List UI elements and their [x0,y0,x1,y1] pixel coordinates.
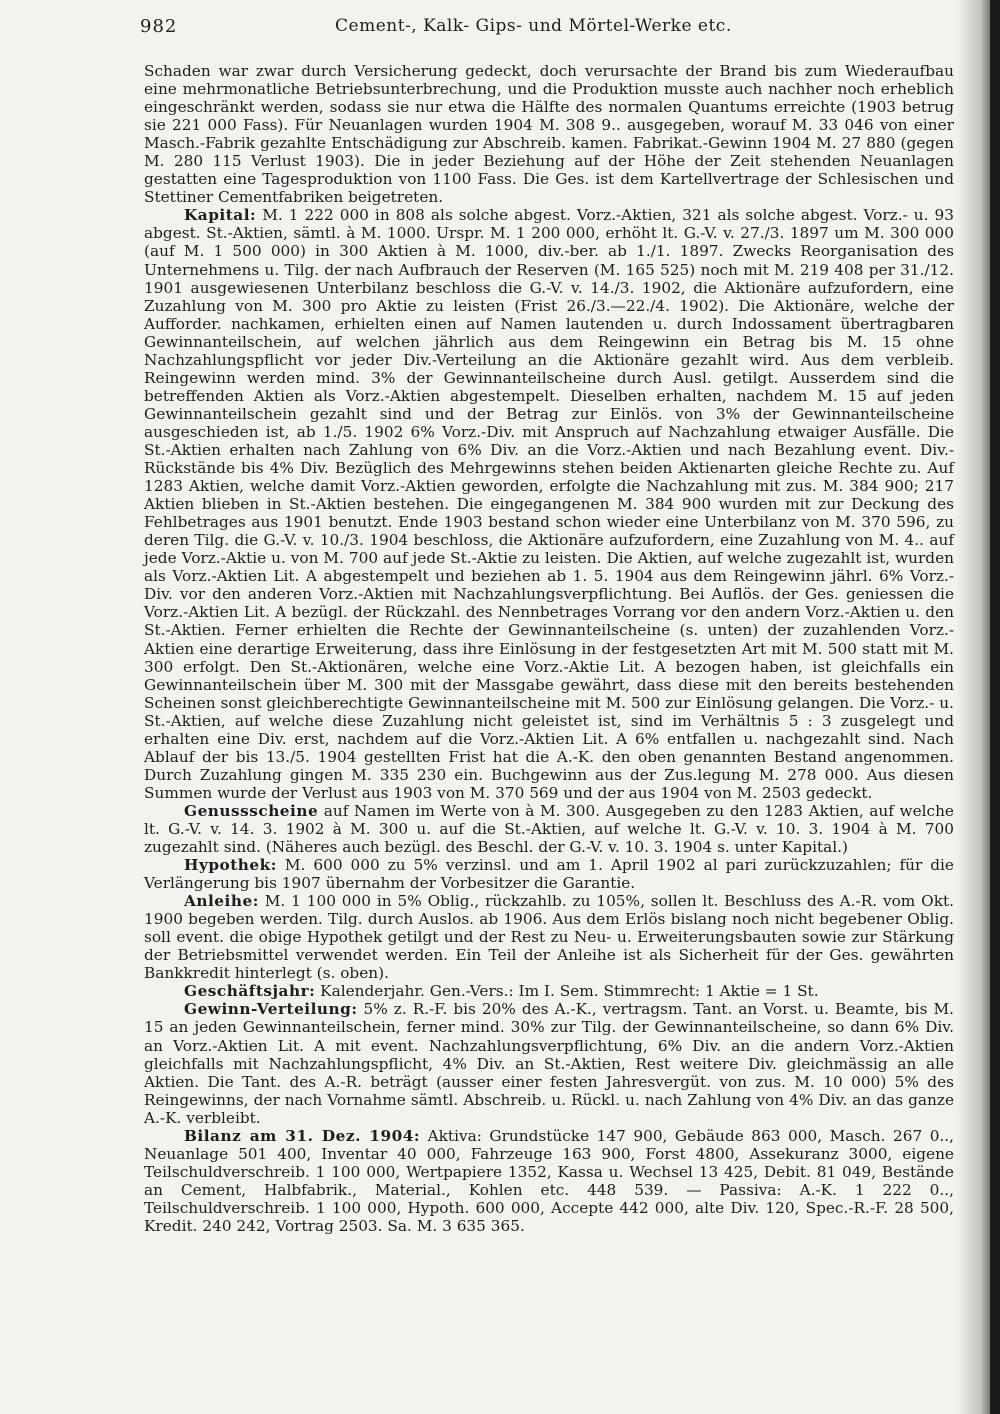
section-heading-genussscheine: Genussscheine [184,801,319,820]
paragraph-text: Aktiva: Grundstücke 147 900, Gebäude 863 000, Masch. 267 0.., Neuanlage 501 400, Inventar 40 000, Fahrzeuge 163 900, Forst 4800, Assekuranz 3000, eigene Teilschuldverschreib. 1 100 000, Wertpapiere 1352, Kassa u. Wechsel 13 425, Debit. 81 049, Bestände an Cement, Halbfabrik., Material., Kohlen etc. 448 539. — Passiva: A.-K. 1 222 0.., Teilschuldverschreib. 1 100 000, Hypoth. 600 000, Accepte 442 000, alte Div. 120, Spec.-R.-F. 28 500, Kredit. 240 242, Vortrag 2503. Sa. M. 3 635 365. [144,1126,955,1235]
paragraph-damage [144,62,954,206]
paragraph-text: M. 600 000 zu 5% verzinsl. und am 1. April 1902 al pari zurückzuzahlen; für die Verlängerung bis 1907 übernahm der Vorbesitzer die Garantie. [144,856,954,893]
page-header [140,16,930,38]
section-heading-kapital: Kapital: [184,206,257,225]
paragraph-text: Schaden war zwar durch Versicherung gedeckt, doch verursachte der Brand bis zum Wiederaufbau eine mehrmonatliche Betriebsunterbrechung, und die Produktion musste auch nachher noch erheblich eingeschränkt werden, sodass sie nur etwa die Hälfte des normalen Quantums erreichte (1903 betrug sie 221 000 Fass). Für Neuanlagen wurden 1904 M. 308 9.. ausgegeben, worauf M. 33 046 von einer Masch.-Fabrik gezahlte Entschädigung zur Abschreib. kamen. Fabrikat.-Gewinn 1904 M. 27 880 (gegen M. 280 115 Verlust 1903). Die in jeder Beziehung auf der Höhe der Zeit stehenden Neuanlagen gestatten eine Tagesproduktion von 1100 Fass. Die Ges. ist dem Kartellvertrage der Schlesischen und Stettiner Cementfabriken beigetreten. [144,62,954,207]
section-heading-anleihe: Anleihe: [184,892,259,911]
section-heading-hypothek: Hypothek: [184,856,277,875]
section-heading-bilanz: Bilanz am 31. Dez. 1904: [184,1126,421,1145]
page-edge-binding [990,0,1000,1414]
paragraph-bilanz [144,1127,954,1235]
page-body [144,62,954,1235]
paragraph-hypothek [144,856,954,892]
paragraph-gewinn-verteilung [144,1000,954,1126]
paragraph-text: 5% z. R.-F. bis 20% des A.-K., vertragsm. Tant. an Vorst. u. Beamte, bis M. 15 an jeden Gewinnanteilschein, ferner mind. 30% zur Tilg. der Gewinnanteilscheine, so dann 6% Div. an Vorz.-Aktien Lit. A mit event. Nachzahlungsverpflichtung, 6% Div. an die andern Vorz.-Aktien gleichfalls mit Nachzahlungspflicht, 4% Div. an St.-Aktien, Rest weitere Div. gleichmässig an alle Aktien. Die Tant. des A.-R. beträgt (ausser einer festen Jahresvergüt. von zus. M. 10 000) 5% des Reingewinns, der nach Vornahme sämtl. Abschreib. u. Rückl. u. nach Zahlung von 4% Div. an das ganze A.-K. verbleibt. [144,1000,954,1127]
paragraph-text: auf Namen im Werte von à M. 300. Ausgegeben zu den 1283 Aktien, auf welche lt. G.-V. v. 14. 3. 1902 à M. 300 u. auf die St.-Aktien, auf welche lt. G.-V. v. 10. 3. 1904 à M. 700 zugezahlt sind. (Näheres auch bezügl. des Beschl. der G.-V. v. 10. 3. 1904 s. unter Kapital.) [144,801,954,857]
paragraph-text: M. 1 100 000 in 5% Oblig., rückzahlb. zu 105%, sollen lt. Beschluss des A.-R. vom Okt. 1900 begeben werden. Tilg. durch Auslos. ab 1906. Aus dem Erlös bislang noch nicht begebener Oblig. soll event. die obige Hypothek getilgt und der Rest zu Neu- u. Erweiterungsbauten sowie zur Stärkung der Betriebsmittel verwendet werden. Ein Teil der Anleihe ist als Sicherheit für der Ges. gewährten Bankkredit hinterlegt (s. oben). [144,892,954,983]
paragraph-text: Kalenderjahr. Gen.-Vers.: Im I. Sem. Stimmrecht: 1 Aktie = 1 St. [320,982,819,1001]
page-number: 982 [140,16,178,37]
running-title: Cement-, Kalk- Gips- und Mörtel-Werke etc. [335,16,732,36]
section-heading-gewinn-verteilung: Gewinn-Verteilung: [184,1000,358,1019]
section-heading-geschaeftsjahr: Geschäftsjahr: [184,982,316,1001]
paragraph-geschaeftsjahr [144,982,954,1000]
paragraph-anleihe [144,892,954,982]
paragraph-genussscheine [144,802,954,856]
paragraph-kapital [144,206,954,802]
paragraph-text: M. 1 222 000 in 808 als solche abgest. Vorz.-Aktien, 321 als solche abgest. Vorz.- u. 93 abgest. St.-Aktien, sämtl. à M. 1000. Urspr. M. 1 200 000, erhöht lt. G.-V. v. 27./3. 1897 um M. 300 000 (auf M. 1 500 000) in 300 Aktien à M. 1000, div.-ber. ab 1./1. 1897. Zwecks Reorganisation des Unternehmens u. Tilg. der nach Aufbrauch der Reserven (M. 165 525) noch mit M. 219 408 per 31./12. 1901 ausgewiesenen Unterbilanz beschloss die G.-V. v. 14./3. 1902, die Aktionäre aufzufordern, eine Zuzahlung von M. 300 pro Aktie zu leisten (Frist 26./3.—22./4. 1902). Die Aktionäre, welche der Aufforder. nachkamen, erhielten einen auf Namen lautenden u. durch Indossament übertragbaren Gewinnanteilschein, auf welchen jährlich aus dem Reingewinn ein Betrag bis M. 15 ohne Nachzahlungspflicht vor jeder Div.-Verteilung an die Aktionäre gezahlt wird. Aus dem verbleib. Reingewinn werden mind. 3% der Gewinnanteilscheine durch Ausl. getilgt. Ausserdem sind die betreffenden Aktien als Vorz.-Aktien abgestempelt. Dieselben erhalten, nachdem M. 15 auf jeden Gewinnanteilschein gezahlt sind und der Betrag zur Einlös. von 3% der Gewinnanteilscheine ausgeschieden ist, ab 1./5. 1902 6% Vorz.-Div. mit Anspruch auf Nachzahlung etwaiger Ausfälle. Die St.-Aktien erhalten nach Zahlung von 6% Div. an die Vorz.-Aktien und nach Bezahlung event. Div.-Rückstände bis 4% Div. Bezüglich des Mehrgewinns stehen beiden Aktienarten gleiche Rechte zu. Auf 1283 Aktien, welche damit Vorz.-Aktien geworden, erfolgte die Nachzahlung mit zus. M. 384 900; 217 Aktien blieben in St.-Aktien bestehen. Die eingegangenen M. 384 900 wurden mit zur Deckung des Fehlbetrages aus 1901 benutzt. Ende 1903 bestand schon wieder eine Unterbilanz von M. 370 596, zu deren Tilg. die G.-V. v. 10./3. 1904 beschloss, die Aktionäre aufzufordern, eine Zuzahlung von M. 4.. auf jede Vorz.-Aktie u. von M. 700 auf jede St.-Aktie zu leisten. Die Aktien, auf welche zugezahlt ist, wurden als Vorz.-Aktien Lit. A abgestempelt und beziehen ab 1. 5. 1904 aus dem Reingewinn jährl. 6% Vorz.-Div. vor den anderen Vorz.-Aktien mit Nachzahlungsverpflichtung. Bei Auflös. der Ges. geniessen die Vorz.-Aktien Lit. A bezügl. der Rückzahl. des Nennbetrages Vorrang vor den andern Vorz.-Aktien u. den St.-Aktien. Ferner erhielten die Rechte der Gewinnanteilscheine (s. unten) der zuzahlenden Vorz.-Aktien eine derartige Erweiterung, dass ihre Einlösung in der festgesetzten Art mit M. 500 statt mit M. 300 erfolgt. Den St.-Aktionären, welche eine Vorz.-Aktie Lit. A bezogen haben, ist gleichfalls ein Gewinnanteilschein über M. 300 mit der Massgabe gewährt, dass diese mit den bereits bestehenden Scheinen sonst gleichberechtigte Gewinnanteilscheine mit M. 500 zur Einlösung gelangen. Die Vorz.- u. St.-Aktien, auf welche diese Zuzahlung nicht geleistet ist, sind im Verhältnis 5 : 3 zusgelegt und erhalten eine Div. erst, nachdem auf die Vorz.-Aktien Lit. A 6% entfallen u. nachgezahlt sind. Nach Ablauf der bis 13./5. 1904 gestellten Frist hat die A.-K. den oben genannten Bestand angenommen. Durch Zuzahlung gingen M. 335 230 ein. Buchgewinn aus der Zus.legung M. 278 000. Aus diesen Summen wurde der Verlust aus 1903 von M. 370 569 und der aus 1904 von M. 2503 gedeckt. [144,206,954,802]
